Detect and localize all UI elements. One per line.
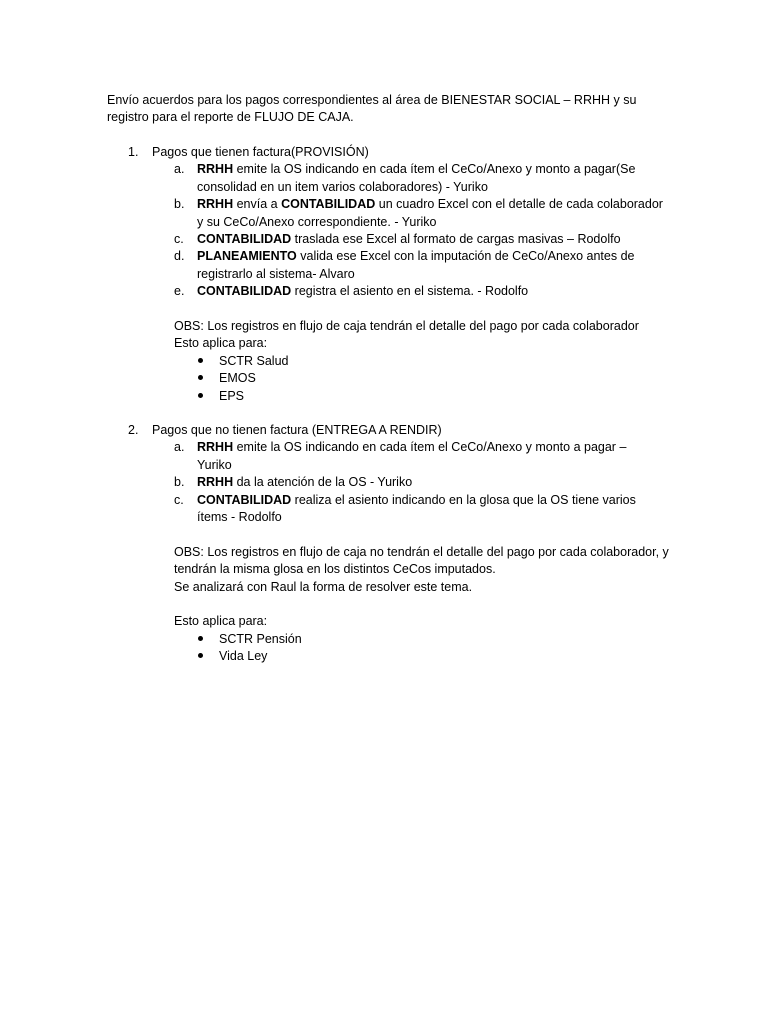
item-letter: a. xyxy=(174,162,185,177)
list-item xyxy=(0,474,768,491)
item-letter: c. xyxy=(174,232,184,247)
obs-line: OBS: Los registros en flujo de caja no tendrán el detalle del pago por cada colaborador, y tendrán la misma glosa en los distintos CeCos imputados. xyxy=(174,544,669,577)
bullet-list xyxy=(0,631,768,666)
item-bold: CONTABILIDAD xyxy=(281,197,376,212)
item-bold: RRHH xyxy=(197,197,234,212)
list-item xyxy=(0,231,768,248)
item-text: emite la OS indicando en cada ítem el CeCo/Anexo y monto a pagar(Se consolidad en un item varios colaboradores) - Yuriko xyxy=(197,162,636,194)
bullet-item: EMOS xyxy=(0,370,768,387)
item-text: valida ese Excel con la imputación de CeCo/Anexo antes de registrarlo al sistema- Alvaro xyxy=(197,249,635,281)
bullet-item: Vida Ley xyxy=(0,648,768,665)
obs-line: Esto aplica para: xyxy=(174,614,268,629)
item-letter: d. xyxy=(174,249,185,264)
section-number: 1. xyxy=(128,145,139,159)
bullet-icon xyxy=(198,358,203,363)
bullet-icon xyxy=(198,636,203,641)
item-letter: c. xyxy=(174,492,184,507)
item-text: traslada ese Excel al formato de cargas masivas – Rodolfo xyxy=(291,232,621,247)
list-item xyxy=(0,196,768,231)
list-item xyxy=(0,248,768,283)
item-text: realiza el asiento indicando en la glosa que la OS tiene varios ítems - Rodolfo xyxy=(197,492,636,525)
item-letter: b. xyxy=(174,475,185,490)
bullet-item: EPS xyxy=(0,388,768,405)
item-letter: a. xyxy=(174,440,185,455)
bullet-item: SCTR Salud xyxy=(0,353,768,370)
bullet-icon xyxy=(198,375,203,380)
list-item xyxy=(0,492,768,527)
item-bold: PLANEAMIENTO xyxy=(197,249,297,264)
section-1 xyxy=(0,144,768,405)
item-letter: e. xyxy=(174,284,185,299)
obs-line: Esto aplica para: xyxy=(174,336,268,351)
obs-line: OBS: Los registros en flujo de caja tendrán el detalle del pago por cada colaborador xyxy=(174,319,639,334)
item-text: un cuadro Excel con el detalle de cada colaborador y su CeCo/Anexo correspondiente. - Yuriko xyxy=(197,197,663,229)
bullet-icon xyxy=(198,393,203,398)
bullet-icon xyxy=(198,653,203,658)
section-title: Pagos que no tienen factura (ENTREGA A RENDIR) xyxy=(152,423,442,437)
list-item xyxy=(0,161,768,196)
item-bold: RRHH xyxy=(197,475,234,490)
list-item xyxy=(0,439,768,474)
section-number: 2. xyxy=(128,423,139,437)
item-text: emite la OS indicando en cada ítem el CeCo/Anexo y monto a pagar – Yuriko xyxy=(197,440,627,472)
item-text: envía a xyxy=(233,197,282,212)
item-bold: RRHH xyxy=(197,440,234,455)
item-letter: b. xyxy=(174,197,185,212)
list-item xyxy=(0,283,768,300)
section-2 xyxy=(0,422,768,666)
item-text: registra el asiento en el sistema. - Rodolfo xyxy=(291,284,529,299)
bullet-list xyxy=(0,353,768,405)
section-title: Pagos que tienen factura(PROVISIÓN) xyxy=(152,145,369,159)
item-bold: CONTABILIDAD xyxy=(197,232,292,247)
obs-line: Se analizará con Raul la forma de resolver este tema. xyxy=(174,579,473,594)
item-bold: CONTABILIDAD xyxy=(197,284,292,299)
item-text: da la atención de la OS - Yuriko xyxy=(233,475,413,490)
bullet-item: SCTR Pensión xyxy=(0,631,768,648)
item-bold: CONTABILIDAD xyxy=(197,492,292,507)
intro-paragraph: Envío acuerdos para los pagos correspondientes al área de BIENESTAR SOCIAL – RRHH y su registro para el reporte de FLUJO DE CAJA. xyxy=(107,93,637,125)
item-bold: RRHH xyxy=(197,162,234,177)
